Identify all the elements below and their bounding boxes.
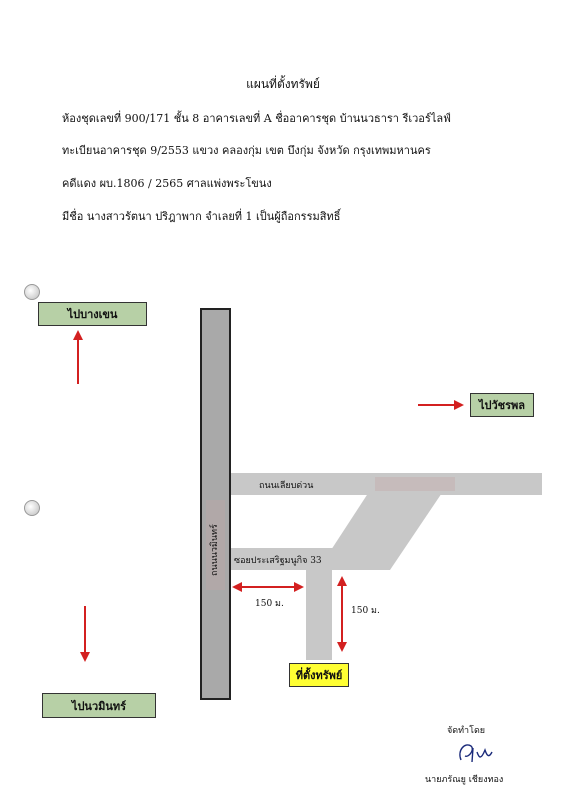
- south-destination-label: ไปนวมินทร์: [42, 693, 156, 718]
- horizontal-distance: 150 ม.: [255, 599, 284, 609]
- property-location-label: ที่ตั้งทรัพย์: [289, 663, 349, 687]
- signature-mark: [455, 738, 495, 768]
- registration-line: ทะเบียนอาคารชุด 9/2553 แขวง คลองกุ่ม เขต บึงกุ่ม จังหวัด กรุงเทพมหานคร: [62, 144, 431, 157]
- owner-line: มีชื่อ นางสาวรัตนา ปริฎาพาก จำเลยที่ 1 เป็นผู้ถือกรรมสิทธิ์: [62, 210, 341, 223]
- main-road-label: ถนนนวมินทร์: [210, 524, 220, 576]
- east-destination-label: ไปวัชรพล: [470, 393, 534, 417]
- vertical-distance: 150 ม.: [351, 606, 380, 616]
- expressway-label: ถนนเลียบด่วน: [259, 481, 314, 491]
- document-title: แผนที่ตั้งทรัพย์: [246, 77, 320, 91]
- preparer-name: นายภรัณยู เชียงทอง: [425, 775, 504, 785]
- case-line: คดีแดง ผบ.1806 / 2565 ศาลแพ่งพระโขนง: [62, 177, 272, 190]
- north-destination-label: ไปบางเขน: [38, 302, 147, 326]
- soi-label: ซอยประเสริฐมนูกิจ 33: [234, 556, 322, 566]
- unit-line: ห้องชุดเลขที่ 900/171 ชั้น 8 อาคารเลขที่ A ชื่ออาคารชุด บ้านนวธารา รีเวอร์ไลฟ์: [62, 112, 451, 125]
- prepared-by-label: จัดทำโดย: [447, 726, 486, 736]
